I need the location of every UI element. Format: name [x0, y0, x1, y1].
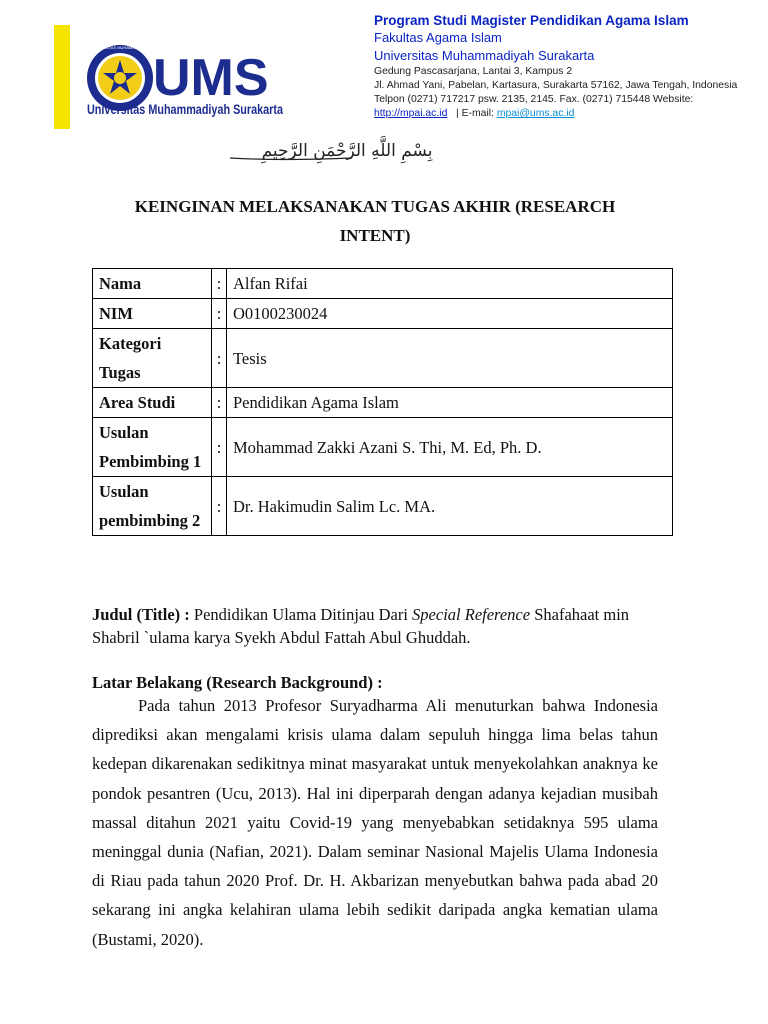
row-value: Alfan Rifai	[227, 269, 673, 299]
table-row	[93, 477, 673, 536]
row-label: NIM	[93, 299, 212, 329]
row-separator: :	[212, 388, 227, 418]
table-row	[93, 299, 673, 329]
address-line-1: Gedung Pascasarjana, Lantai 3, Kampus 2	[374, 66, 573, 77]
svg-text:Universitas Muhammadiyah Surak: Universitas Muhammadiyah Surakarta	[87, 102, 284, 117]
title-text-after: Shafahaat min Shabril `ulama karya Syekh Abdul Fattah Abul Ghuddah.	[92, 605, 630, 647]
svg-text:UMS: UMS	[153, 49, 269, 107]
phone-line: Telpon (0271) 717217 psw. 2135, 2145. Fax. (0271) 715448 Website:	[374, 94, 694, 105]
svg-text:بِسْمِ اللَّهِ الرَّحْمَنِ الر: بِسْمِ اللَّهِ الرَّحْمَنِ الرَّحِيمِ	[261, 141, 433, 161]
row-separator: :	[212, 477, 227, 536]
ums-logo	[84, 40, 286, 120]
university-name: Universitas Muhammadiyah Surakarta	[374, 48, 595, 63]
basmala-calligraphy	[222, 134, 472, 170]
row-label: Nama	[93, 269, 212, 299]
address-line-2: Jl. Ahmad Yani, Pabelan, Kartasura, Surakarta 57162, Jawa Tengah, Indonesia	[374, 80, 738, 91]
contact-line	[374, 107, 764, 121]
row-label: Usulan pembimbing 2	[93, 477, 212, 536]
row-value: Mohammad Zakki Azani S. Thi, M. Ed, Ph. D.	[227, 418, 673, 477]
background-heading: Latar Belakang (Research Background) :	[92, 673, 383, 692]
row-value: Tesis	[227, 329, 673, 388]
email-link[interactable]: mpai@ums.ac.id	[496, 108, 575, 119]
svg-text:UNIVERSITAS MUHAMMADIYAH: UNIVERSITAS MUHAMMADIYAH	[89, 45, 151, 50]
faculty-name: Fakultas Agama Islam	[374, 30, 502, 45]
letterhead	[374, 12, 764, 121]
title-section	[92, 603, 658, 649]
table-row	[93, 329, 673, 388]
background-paragraph: Pada tahun 2013 Profesor Suryadharma Ali menuturkan bahwa Indonesia diprediksi akan mengalami krisis ulama dalam sepuluh hingga lima belas tahun kedepan dikarenakan sedikitnya minat masyarakat untuk menyekolahkan anaknya ke pondok pesantren (Ucu, 2013). Hal ini diperparah dengan adanya kejadian musibah massal ditahun 2021 yaitu Covid-19 yang menyebabkan setidaknya 595 ulama meninggal dunia (Nafian, 2021). Dalam seminar Nasional Majelis Ulama Indonesia di Riau pada tahun 2020 Prof. Dr. H. Akbarizan menyebutkan bahwa pada abad 20 sekarang ini angka kelahiran ulama lebih sedikit daripada angka kematian ulama (Bustami, 2020).	[92, 696, 658, 949]
title-text-italic: Special Reference	[412, 605, 531, 624]
row-value: O0100230024	[227, 299, 673, 329]
student-info-table	[92, 268, 673, 536]
table-row	[93, 418, 673, 477]
table-row	[93, 269, 673, 299]
row-separator: :	[212, 329, 227, 388]
yellow-accent-bar	[54, 25, 70, 129]
document-title: KEINGINAN MELAKSANAKAN TUGAS AKHIR (RESEARCH INTENT)	[134, 197, 616, 245]
row-value: Dr. Hakimudin Salim Lc. MA.	[227, 477, 673, 536]
title-label: Judul (Title) :	[92, 605, 190, 624]
row-label: Usulan Pembimbing 1	[93, 418, 212, 477]
title-text-before: Pendidikan Ulama Ditinjau Dari	[189, 605, 413, 624]
row-label: Area Studi	[93, 388, 212, 418]
table-row	[93, 388, 673, 418]
row-value: Pendidikan Agama Islam	[227, 388, 673, 418]
row-label: Kategori Tugas	[93, 329, 212, 388]
row-separator: :	[212, 299, 227, 329]
program-name: Program Studi Magister Pendidikan Agama Islam	[374, 13, 689, 28]
email-label: | E-mail:	[456, 108, 494, 119]
row-separator: :	[212, 269, 227, 299]
row-separator: :	[212, 418, 227, 477]
website-link[interactable]: http://mpai.ac.id	[374, 108, 448, 119]
